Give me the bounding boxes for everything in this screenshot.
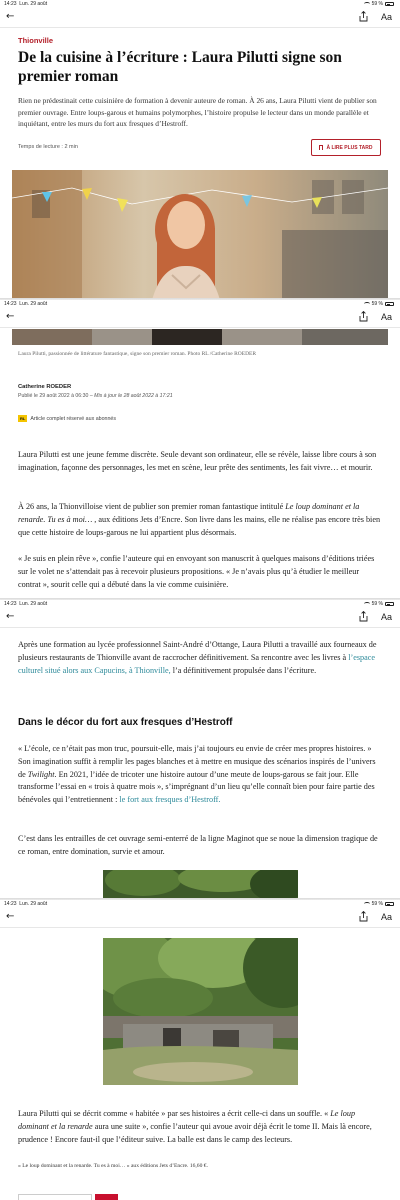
status-time: 14:23 Lun. 29 août	[4, 1, 48, 7]
wifi-icon	[364, 302, 370, 306]
top-nav	[0, 608, 400, 628]
book-footnote: « Le loup dominant et la renarde. Tu es à moi… » aux éditions Jets d’Encre. 16,60 €.	[18, 1163, 208, 1169]
status-bar: 14:23 Lun. 29 août 59 %	[0, 900, 400, 908]
text-size-button[interactable]: Aa	[380, 612, 392, 622]
arrow-left-icon[interactable]: ←	[6, 311, 15, 322]
bottom-action-red[interactable]	[95, 1194, 118, 1200]
text-size-button[interactable]: Aa	[380, 312, 392, 322]
publication-date: Publié le 29 août 2022 à 06:30 – Mis à jour le 28 août 2022 à 17:21	[18, 393, 173, 399]
fort-photo[interactable]	[103, 938, 298, 1085]
article-photo-bottom[interactable]	[12, 329, 388, 345]
article-kicker[interactable]: Thionville	[18, 36, 54, 45]
battery-icon	[385, 602, 394, 606]
status-bar	[0, 0, 400, 8]
text-size-button[interactable]: Aa	[380, 912, 392, 922]
fort-photo-top[interactable]	[103, 870, 298, 900]
article-title: De la cuisine à l’écriture : Laura Pilutti signe son premier roman	[18, 49, 342, 85]
bottom-action-outline[interactable]	[18, 1194, 92, 1200]
wifi-icon	[364, 602, 370, 606]
subscriber-badge: RL	[20, 416, 26, 421]
share-icon[interactable]	[359, 911, 368, 922]
wifi-icon	[364, 2, 370, 6]
subscriber-note: Article complet réservé aux abonnés	[30, 415, 117, 422]
subscriber-notice	[18, 415, 116, 422]
paragraph-7: Laura Pilutti qui se décrit comme « habitée » par ses histoires a écrit celle-ci dans un souffle. « Le loup dominant et la renarde aura une suite », confie l’auteur qui avoue avoir déjà écrit le tome II. Mais là encore, prudence ! Encore faut-il que l’éditeur suive. La balle est dans le camp des lecteurs.	[18, 1109, 372, 1144]
reading-time: Temps de lecture : 2 min	[18, 144, 78, 150]
author-name[interactable]: Catherine ROEDER	[18, 384, 72, 390]
battery-status: 59 %	[364, 1, 394, 7]
paragraph-5: « L’école, ce n’était pas mon truc, poursuit-elle, mais j’ai toujours eu envie de créer mes propres histoires. » Son imagination suffit à remplir les pages blanches et à mettre en musique des scénarios inspirés de l’univers de Twilight. En 2021, l’idée de tricoter une histoire autour d’une meute de loups-garous se fait jour. Elle transforme l’essai en « trois à quatre mois », s’imprégnant d’un lieu qu’elle connaît bien pour faire partie des bénévoles qui l’entretiennent : le fort aux fresques d’Hestroff.	[18, 744, 376, 805]
read-later-button[interactable]	[311, 139, 381, 156]
battery-icon	[385, 302, 394, 306]
top-nav	[0, 908, 400, 928]
section-heading: Dans le décor du fort aux fresques d’Hestroff	[18, 717, 233, 728]
photo-caption: Laura Pilutti, passionnée de littérature fantastique, signe son premier roman. Photo RL /Catherine ROEDER	[18, 351, 257, 357]
battery-icon	[385, 902, 394, 906]
paragraph-6: C’est dans les entrailles de cet ouvrage semi-enterré de la ligne Maginot que se noue la dimension tragique de ce roman, entre domination, survie et amour.	[18, 834, 378, 856]
arrow-left-icon[interactable]: ←	[6, 911, 15, 922]
link-espace-culturel[interactable]: l’espace culturel situé alors aux Capucins, à Thionville,	[18, 652, 376, 675]
paragraph-3: « Je suis en plein rêve », confie l’auteure qui en envoyant son manuscrit à quelques maisons d’éditions triées sur le volet ne s’attendait pas à recevoir plusieurs propositions. « Je n’avais plus qu’à étudier le meilleur contrat », sourit celle qui a débuté dans la vie comme cuisinière.	[18, 554, 375, 589]
wifi-icon	[364, 902, 370, 906]
bookmark-icon	[319, 145, 323, 150]
arrow-left-icon[interactable]: ←	[6, 11, 15, 22]
paragraph-1: Laura Pilutti est une jeune femme discrète. Seule devant son ordinateur, elle se révèle, laisse libre cours à son imagination, façonne des personnages, les met en scène, leur prête des sentiments, les fait vivre… et mourir.	[18, 450, 377, 472]
share-icon[interactable]	[359, 311, 368, 322]
battery-icon	[385, 2, 394, 6]
share-icon[interactable]	[359, 611, 368, 622]
status-bar: 14:23 Lun. 29 août 59 %	[0, 300, 400, 308]
article-lede: Rien ne prédestinait cette cuisinière de formation à devenir auteure de roman. À 26 ans, Laura Pilutti vient de publier son premier ouvrage. Entre loups-garous et humains polymorphes, l’histoire propulse le lecteur dans un monde parallèle et inquiétant, entre les murs du fort aux fresques d’Hestroff.	[18, 96, 377, 129]
top-nav	[0, 8, 400, 28]
link-fort-hestroff[interactable]: le fort aux fresques d’Hestroff.	[119, 795, 221, 805]
top-nav	[0, 308, 400, 328]
article-photo[interactable]	[12, 170, 388, 300]
share-icon[interactable]	[359, 11, 368, 22]
arrow-left-icon[interactable]: ←	[6, 611, 15, 622]
text-size-button[interactable]: Aa	[380, 12, 392, 22]
paragraph-4: Après une formation au lycée professionnel Saint-André d’Ottange, Laura Pilutti a travaillé aux fourneaux de plusieurs restaurants de Thionville avant de raccrocher définitivement. Sa rencontre avec les livres à l’espace culturel situé alors aux Capucins, à Thionville, l’a définitivement propulsée dans l’écriture.	[18, 640, 377, 675]
status-bar: 14:23 Lun. 29 août 59 %	[0, 600, 400, 608]
paragraph-2: À 26 ans, la Thionvilloise vient de publier son premier roman fantastique intitulé Le loup dominant et la renarde. Tu es à moi… , aux éditions Jets d’Encre. Son livre dans les mains, elle ne réalise pas encore très bien que cette histoire de loups-garous ne lui appartient plus désormais.	[18, 502, 381, 537]
read-later-label: À LIRE PLUS TARD	[326, 144, 373, 151]
